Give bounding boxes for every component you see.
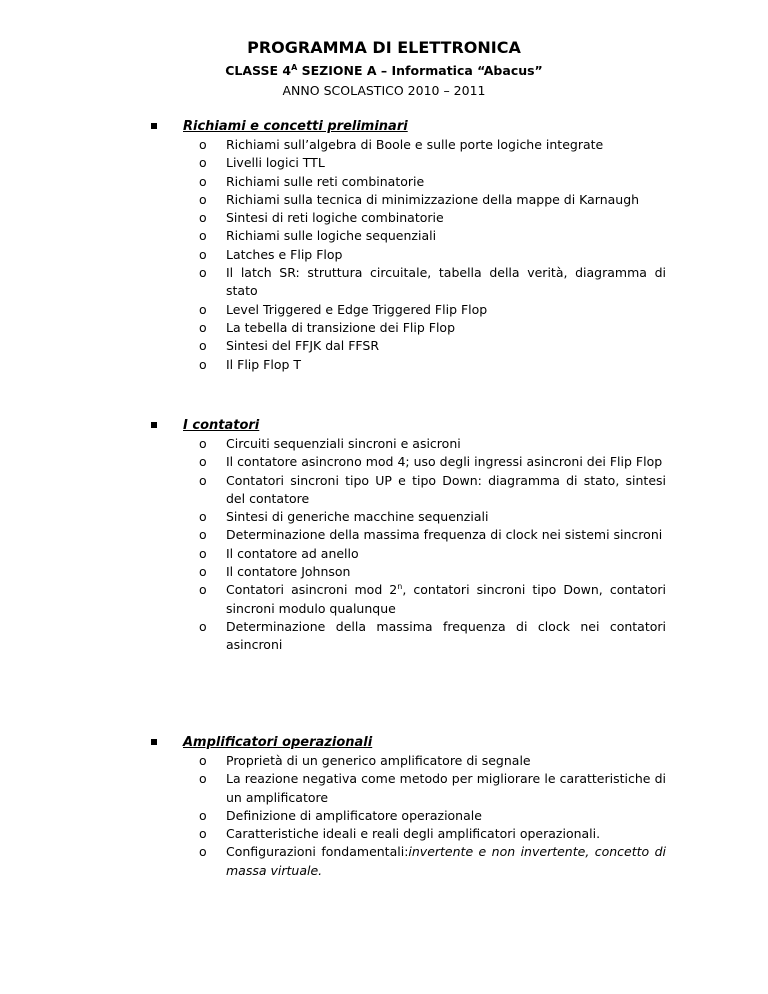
list-item-text: Sintesi di generiche macchine sequenziali (226, 509, 489, 525)
circle-bullet-icon: o (199, 582, 207, 598)
circle-bullet-icon: o (199, 618, 207, 634)
list-item-text-continued: , contatori sincroni tipo Down, contatori sincroni modulo qualunque (226, 582, 666, 616)
school-year: ANNO SCOLASTICO 2010 – 2011 (282, 83, 486, 98)
circle-bullet-icon: o (199, 246, 207, 262)
list-item (0, 807, 666, 825)
list-item-text: Configurazioni fondamentali: (226, 844, 409, 860)
circle-bullet-icon: o (199, 356, 207, 372)
list-item-text: Proprietà di un generico amplificatore di segnale (226, 753, 531, 768)
list-item (0, 770, 666, 807)
list-item (0, 825, 666, 843)
circle-bullet-icon: o (199, 807, 207, 823)
list-item-text: Level Triggered e Edge Triggered Flip Flop (226, 301, 488, 317)
list-item-text: La reazione negativa come metodo per migliorare le caratteristiche di un amplificatore (226, 771, 666, 805)
circle-bullet-icon: o (199, 173, 207, 189)
class-label: CLASSE 4 (225, 63, 292, 78)
circle-bullet-icon: o (199, 844, 207, 860)
circle-bullet-icon: o (199, 228, 207, 244)
list-item-text: Il latch SR: struttura circuitale, tabella della verità, diagramma di stato (226, 265, 666, 299)
section-contatori (0, 416, 768, 655)
square-bullet-icon (151, 123, 157, 129)
list-item (0, 191, 666, 209)
circle-bullet-icon: o (199, 454, 207, 470)
circle-bullet-icon: o (199, 509, 207, 525)
list-item-text: Sintesi del FFJK dal FFSR (226, 338, 380, 354)
circle-bullet-icon: o (199, 753, 207, 768)
circle-bullet-icon: o (199, 771, 207, 787)
circle-bullet-icon: o (199, 472, 207, 488)
list-item (0, 843, 666, 880)
list-item-text: Richiami sull’algebra di Boole e sulle porte logiche integrate (226, 137, 604, 152)
section-title: Richiami e concetti preliminari (183, 119, 408, 134)
document-title: PROGRAMMA DI ELETTRONICA (247, 38, 521, 57)
list-item-text: Determinazione della massima frequenza di clock nei contatori asincroni (226, 618, 666, 653)
list-item-text: Livelli logici TTL (226, 155, 325, 171)
square-bullet-icon (151, 739, 157, 745)
list-item-text: Il contatore ad anello (226, 545, 359, 561)
list-item-text: Richiami sulla tecnica di minimizzazione della mappe di Karnaugh (226, 191, 640, 207)
list-item-text: La tebella di transizione dei Flip Flop (226, 319, 456, 335)
circle-bullet-icon: o (199, 436, 207, 451)
class-subtitle (0, 61, 768, 81)
list-item-text: Caratteristiche ideali e reali degli amplificatori operazionali. (226, 826, 601, 842)
list-item-italic-text: invertente e non invertente, concetto di massa virtuale. (226, 844, 667, 878)
list-item-text: Richiami sulle logiche sequenziali (226, 228, 437, 244)
list-item (0, 752, 666, 770)
list-item-text: Contatori asincroni mod 2 (226, 582, 398, 598)
circle-bullet-icon: o (199, 338, 207, 354)
circle-bullet-icon: o (199, 826, 207, 842)
superscript: n (397, 582, 403, 592)
circle-bullet-icon: o (199, 265, 207, 281)
list-item (0, 545, 666, 563)
class-section-label: SEZIONE A – Informatica “Abacus” (297, 63, 543, 78)
list-item-text: Definizione di amplificatore operazionale (226, 807, 482, 823)
section-title: I contatori (183, 418, 260, 433)
list-item (0, 136, 666, 154)
list-item (0, 227, 666, 245)
section-heading (0, 416, 768, 435)
list-item (0, 453, 666, 471)
list-item-text: Sintesi di reti logiche combinatorie (226, 210, 444, 226)
section-heading (0, 733, 768, 752)
list-item (0, 472, 666, 509)
list-item (0, 526, 666, 544)
section-richiami (0, 117, 768, 374)
list-item (0, 563, 666, 581)
list-item-text: Il contatore asincrono mod 4; uso degli ingressi asincroni dei Flip Flop (226, 454, 663, 470)
list-item (0, 246, 666, 264)
topic-list (0, 752, 768, 880)
list-item-text: Determinazione della massima frequenza di clock nei sistemi sincroni (226, 527, 663, 543)
list-item-text: Il Flip Flop T (226, 356, 302, 372)
circle-bullet-icon: o (199, 545, 207, 561)
list-item (0, 337, 666, 355)
circle-bullet-icon: o (199, 564, 207, 580)
list-item-text: Richiami sulle reti combinatorie (226, 173, 425, 189)
section-title: Amplificatori operazionali (183, 735, 373, 750)
list-item (0, 356, 666, 374)
list-item-text: Contatori sincroni tipo UP e tipo Down: diagramma di stato, sintesi del contatore (226, 472, 666, 506)
circle-bullet-icon: o (199, 210, 207, 226)
list-item-text: Il contatore Johnson (226, 564, 351, 580)
list-item (0, 435, 666, 453)
circle-bullet-icon: o (199, 155, 207, 171)
topic-list (0, 435, 768, 655)
list-item (0, 319, 666, 337)
list-item (0, 581, 666, 618)
list-item (0, 154, 666, 172)
document-header (0, 37, 768, 100)
class-section-superscript: A (291, 62, 298, 72)
list-item (0, 173, 666, 191)
circle-bullet-icon: o (199, 527, 207, 543)
list-item (0, 264, 666, 301)
circle-bullet-icon: o (199, 137, 207, 152)
list-item (0, 618, 666, 655)
section-heading (0, 117, 768, 136)
list-item (0, 301, 666, 319)
square-bullet-icon (151, 422, 157, 428)
list-item-text: Circuiti sequenziali sincroni e asicroni (226, 436, 461, 451)
circle-bullet-icon: o (199, 301, 207, 317)
circle-bullet-icon: o (199, 319, 207, 335)
list-item-text: Latches e Flip Flop (226, 246, 343, 262)
section-amplificatori (0, 733, 768, 880)
list-item (0, 209, 666, 227)
list-item (0, 508, 666, 526)
circle-bullet-icon: o (199, 191, 207, 207)
topic-list (0, 136, 768, 374)
